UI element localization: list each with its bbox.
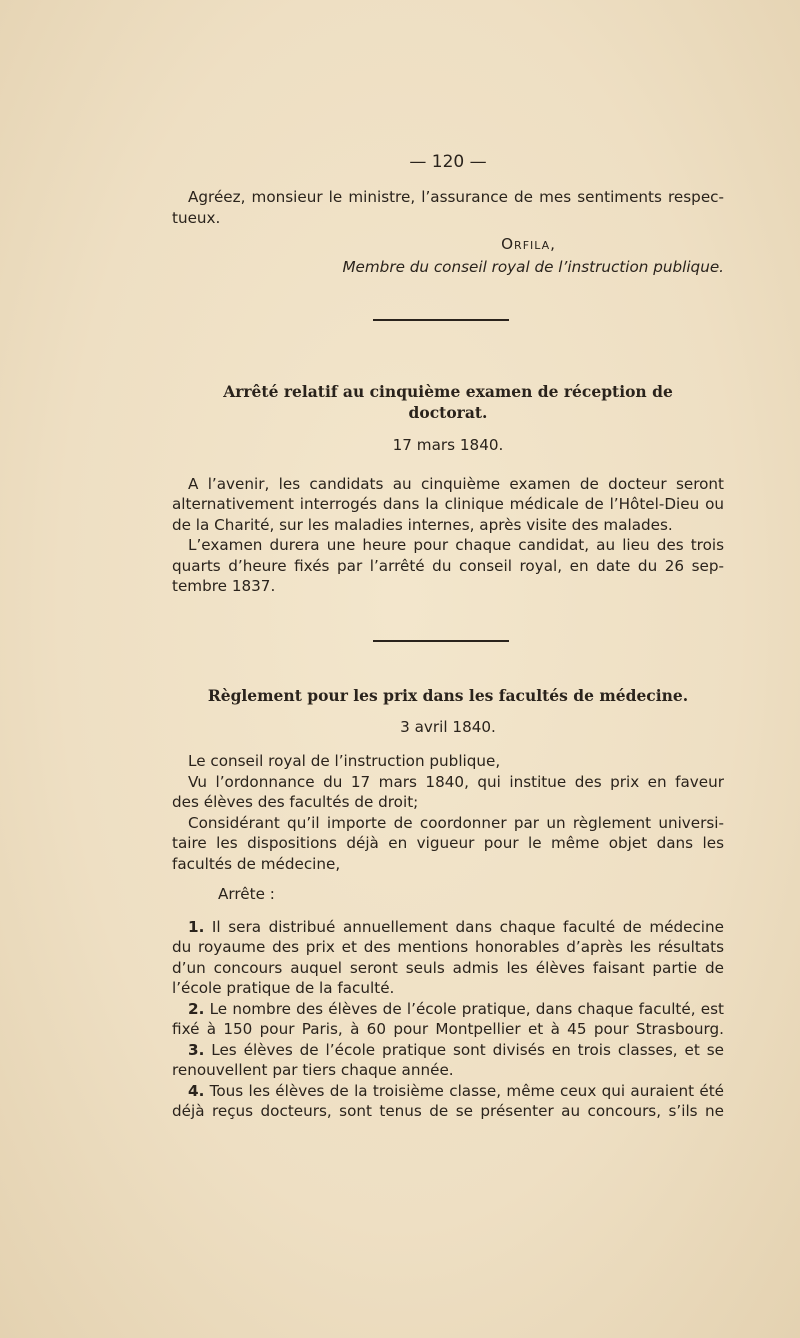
arrete-section [172, 382, 724, 597]
article [172, 1040, 724, 1081]
text-line: Considérant qu’il importe de coordonner par un règlement universi- [188, 813, 724, 832]
text-line: Le conseil royal de l’instruction publique, [188, 752, 501, 770]
text-line: 1. Il sera distribué annuellement dans chaque faculté de médecine [188, 917, 724, 936]
section-title: Règlement pour les prix dans les facultés de médecine. [207, 686, 689, 705]
text-line: 4. Tous les élèves de la troisième classe, même ceux qui auraient été [188, 1081, 725, 1100]
text-line: d’un concours auquel seront seuls admis les élèves faisant partie de [172, 958, 724, 977]
text-line: A l’avenir, les candidats au cinquième examen de docteur seront [188, 474, 724, 493]
article-number: 4. [188, 1081, 205, 1100]
text-line: quarts d’heure fixés par l’arrêté du conseil royal, en date du 26 sep- [172, 556, 724, 575]
article [172, 999, 724, 1040]
article-number: 3. [188, 1040, 205, 1059]
text-line: du royaume des prix et des mentions honorables d’après les résultats [172, 938, 724, 956]
text-line: de la Charité, sur les maladies internes, après visite des malades. [172, 515, 673, 534]
text-line: facultés de médecine, [172, 854, 341, 873]
text-line: des élèves des facultés de droit; [172, 793, 419, 811]
section-divider [373, 640, 509, 642]
article-number: 2. [188, 999, 205, 1018]
article-number: 1. [188, 917, 205, 936]
letter-closing [172, 187, 724, 277]
signature: Orfila, [501, 235, 556, 253]
text-line: tueux. [172, 208, 221, 227]
arrete-label: Arrête : [218, 885, 275, 903]
text-line: alternativement interrogés dans la clinique médicale de l’Hôtel-Dieu ou [172, 495, 724, 513]
page-number: — 120 — [409, 152, 487, 172]
section-title: doctorat. [408, 402, 488, 422]
paragraph [172, 751, 724, 874]
text-line: déjà reçus docteurs, sont tenus de se présenter au concours, s’ils ne [172, 1102, 724, 1120]
article [172, 1081, 724, 1122]
text-line: 2. Le nombre des élèves de l’école pratique, dans chaque faculté, est [188, 999, 725, 1018]
article [172, 917, 724, 999]
section-title: Arrêté relatif au cinquième examen de réception de [223, 382, 673, 401]
text-line: fixé à 150 pour Paris, à 60 pour Montpellier et à 45 pour Strasbourg. [172, 1020, 724, 1038]
text-line: Agréez, monsieur le ministre, l’assurance de mes sentiments respec- [188, 188, 724, 206]
signature-title: Membre du conseil royal de l’instruction publique. [342, 257, 724, 276]
text-line: renouvellent par tiers chaque année. [172, 1061, 454, 1079]
text-line: taire les dispositions déjà en vigueur pour le même objet dans les [172, 834, 724, 852]
text-line: l’école pratique de la faculté. [172, 979, 395, 997]
text-line: Vu l’ordonnance du 17 mars 1840, qui institue des prix en faveur [188, 772, 724, 791]
section-divider [373, 319, 509, 321]
paragraph [172, 474, 724, 536]
text-line: tembre 1837. [172, 577, 276, 595]
text-line: 3. Les élèves de l’école pratique sont divisés en trois classes, et se [188, 1040, 724, 1059]
section-date: 17 mars 1840. [392, 436, 504, 454]
text-line: L’examen durera une heure pour chaque candidat, au lieu des trois [188, 536, 724, 554]
paragraph [172, 535, 724, 597]
reglement-section [172, 686, 724, 1122]
section-date: 3 avril 1840. [400, 717, 496, 736]
